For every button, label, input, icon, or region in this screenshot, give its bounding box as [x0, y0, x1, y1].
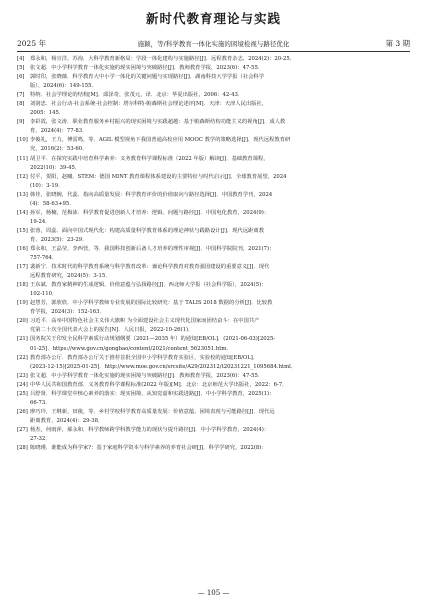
reference-number: [7] [17, 92, 25, 99]
header-issue: 第 3 期 [385, 39, 410, 48]
reference-text-line: (4)：58-63+95． [30, 200, 75, 207]
reference-number: [25] [17, 390, 28, 397]
reference-text-line: 裴新宁．技术时代的科学教育系统与科学教育改革：兼论科学教育对教育强国建设的重要意义[J]．现代 [30, 264, 270, 271]
reference-text-line: 版），2024(6)：149-155． [30, 83, 97, 90]
reference-number: [26] [17, 408, 28, 415]
reference-number: [15] [17, 227, 28, 234]
reference-text-line: 张蓉，周蕊．面向中国式现代化：构建高质量科学教育体系的理论神状与践路设计[J]．现代远距离教 [30, 227, 265, 234]
reference-item [17, 372, 410, 381]
reference-text-line: 01-25]．https://www.gov.cn/gongbao/content/2021/content_5623051.htm． [30, 345, 232, 352]
header-rule [17, 51, 410, 52]
reference-item [17, 55, 410, 64]
reference-text-line: 究，2016(2)：53-60． [30, 146, 88, 153]
reference-text-line: 李彩霞，张文涛．职业教育服务乡村振兴的现实困境与实践超越：基于帕森斯结构功能主义的视角[J]．成人教 [30, 119, 286, 126]
reference-number: [19] [17, 300, 28, 307]
reference-text-line: 育学报，2024(3)：152-163． [30, 309, 105, 316]
reference-number: [16] [17, 245, 28, 252]
running-header [17, 38, 410, 48]
reference-text-line: 胡卫平．在探究实践中培育科学素养：义务教育科学课程标准（2022 年版）解读[J]．基础教育课程， [30, 155, 269, 162]
reference-text-line: (10)：3-19． [30, 182, 64, 189]
reference-number: [22] [17, 354, 28, 361]
reference-number: [5] [17, 65, 25, 72]
reference-text-line: 孙军，杨楠，范梅沛．科学教育促进创新人才培养：逻辑、问题与路径[J]．中国电化教育，2024(9)： [30, 209, 270, 216]
reference-item [17, 281, 410, 299]
reference-item [17, 73, 410, 91]
reference-item [17, 390, 410, 408]
reference-number: [17] [17, 264, 28, 271]
reference-item [17, 136, 410, 154]
reference-text-line: 757-764． [30, 255, 58, 262]
reference-number: [9] [17, 119, 25, 126]
reference-number: [10] [17, 137, 28, 144]
reference-text-line: 杨杰，何雨萍，郝永和．科学教师跨学科教学能力的现状与提升路径[J]．中小学科学教育，2024(4)： [30, 426, 270, 433]
reference-item [17, 155, 410, 173]
reference-text-line: 赵慧芳，郭欣欣．中小学科学教师专业发展的国际比较研究：基于 TALIS 2018 数据的分析[J]．比较教 [30, 300, 273, 307]
reference-number: [21] [17, 336, 28, 343]
reference-text-line: 66-73． [30, 399, 51, 406]
reference-item [17, 263, 410, 281]
reference-text-line: 吕舒贤．科学课堂中核心素养的落实：现实困境、从知觉嘉和实践进路[J]．中小学科学教育，2025(1)： [30, 390, 275, 397]
reference-text-line: 廖巧玲，王继新，田俊，等．乡村学校科学教育高质量发展：价值意蕴、困境表现与可能路径[J]．现代远 [30, 408, 275, 415]
reference-item [17, 335, 410, 353]
reference-number: [28] [17, 445, 28, 452]
reference-number: [6] [17, 74, 25, 81]
reference-text-line: 张文超．中小学科学教育一体化实施的现实困境与突破路径[J]．教师教育学报，2023(6)：47-55． [30, 372, 264, 379]
reference-text-line: 距离教育，2024(4)：29-38． [30, 417, 104, 424]
reference-text-line: 韩佳，张晓婉，代蕊．指向高质量发展：科学教育评价的价值取向与路径选择[J]．中国教育学刊，2024 [30, 191, 273, 198]
reference-text-line: 习近平．高举中国特色社会主义伟大旗帜 为全面建设社会主义现代化国家而团结奋斗：在中国共产 [30, 318, 260, 325]
reference-text-line: 付平，贺阳，赵曦．STEM：德国 MINT 教育课程体系建设的主要特征与时代启示[J]．全球教育展望，2024 [30, 173, 287, 180]
reference-number: [18] [17, 282, 28, 289]
reference-text-line: 27-32． [30, 435, 51, 442]
reference-list [17, 55, 410, 453]
reference-item [17, 426, 410, 444]
reference-number: [20] [17, 318, 28, 325]
reference-text-line: 育，2024(4)：77-83． [30, 128, 88, 135]
reference-text-line: 郑永和，杨宣洋，苏洵．大科学教育新格局：学段一体化建构与实施路径[J]．远程教育杂志，2024(2)：20-25． [30, 56, 295, 62]
reference-number: [27] [17, 426, 28, 433]
reference-number: [4] [17, 56, 25, 62]
reference-item [17, 408, 410, 426]
reference-item [17, 354, 410, 372]
reference-text-line: 党第二十次全国代表大会上的报告[N]．人民日报，2022-10-26(1)． [30, 327, 194, 334]
reference-text-line: 2005：145． [30, 110, 65, 117]
reference-item [17, 227, 410, 245]
header-year: 2025 年 [17, 39, 46, 48]
reference-text-line: 中华人民共和国教育部．义务教育科学课程标准(2022 年版)[M]．北京：北京师范大学出版社，2022：6-7． [30, 381, 288, 388]
reference-number: [23] [17, 372, 28, 379]
reference-text-line: 特纳．社会学理论的结构[M]．邱泽奇，张茂元，译．北京：华夏出版社，2006：42-43． [30, 92, 244, 99]
reference-text-line: (2023-12-15)[2025-01-25]．http://www.moe.gov.cn/srcsite/A29/202312/t20231221_1095684.html． [30, 363, 297, 370]
reference-item [17, 444, 410, 453]
reference-item [17, 209, 410, 227]
reference-text-line: 育，2023(5)：23-29． [30, 236, 88, 243]
reference-text-line: 2022(10)：39-45． [30, 164, 81, 171]
reference-text-line: 远程教育研究，2024(5)：3-15． [30, 273, 111, 280]
reference-text-line: 102-110． [30, 291, 58, 298]
reference-item [17, 91, 410, 100]
reference-text-line: 王东斌．教育家精神的生成逻辑、价值意蕴与弘扬路径[J]．西北师大学报（社会科学版），2024(5)： [30, 282, 267, 289]
reference-item [17, 299, 410, 317]
reference-text-line: 李俊礼，王力，傅雷鸣，等．AGIL 模型视角下我国普通高校应用 MOOC 教学的策略选择[J]．现代远程教育研 [30, 137, 291, 144]
reference-text-line: 陈晓瑾．谁能成为科学家?：基于家庭科学资本与科学素养的养育社会研[J]．科学学研究，2022(8)： [30, 445, 267, 452]
reference-item [17, 191, 410, 209]
reference-number: [12] [17, 173, 28, 180]
reference-number: [24] [17, 381, 28, 388]
reference-item [17, 317, 410, 335]
reference-item [17, 173, 410, 191]
reference-number: [14] [17, 209, 28, 216]
header-article: 施颖，等/科学教育一体化实施的困境检视与路径优化 [137, 40, 290, 48]
page-number: — 105 — [197, 589, 230, 597]
reference-item [17, 64, 410, 73]
reference-item [17, 381, 410, 390]
reference-text-line: 国务院关于印发全民科学素质行动规划纲要（2021—2035 年）的通知[EB/OL]．(2021-06-03)[2025- [30, 336, 276, 343]
reference-number: [13] [17, 191, 28, 198]
reference-text-line: 教育部办公厅．教育部办公厅关于推荐首批全国中小学科学教育实验区、实验校的通知[EB/OL]． [30, 354, 259, 361]
reference-item [17, 245, 410, 263]
reference-number: [8] [17, 101, 25, 108]
reference-text-line: 19-24． [30, 218, 51, 225]
reference-item [17, 118, 410, 136]
reference-item [17, 100, 410, 118]
reference-number: [11] [17, 155, 28, 162]
reference-text-line: 郑永和，王晶莹，李西营，等．我国科技创新后备人才培养的理性审视[J]．中国科学院院刊，2021(7)： [30, 245, 275, 252]
reference-text-line: 张文超．中小学科学教育一体化实施的现实困境与突破路径[J]．教师教育学报，2023(6)：47-55． [30, 65, 264, 72]
reference-text-line: 郭时印，张晓薇．科学教育大中小学一体化的关键问题与实现路径[J]．湖南科技大学学报（社会科学 [30, 74, 265, 81]
journal-title: 新时代教育理论与实践 [145, 11, 281, 26]
reference-text-line: 刘润忠．社会行动·社会系统·社会控制：塔尔科特·帕森斯社会理论述评[M]．天津：天津人民出版社， [30, 101, 268, 108]
